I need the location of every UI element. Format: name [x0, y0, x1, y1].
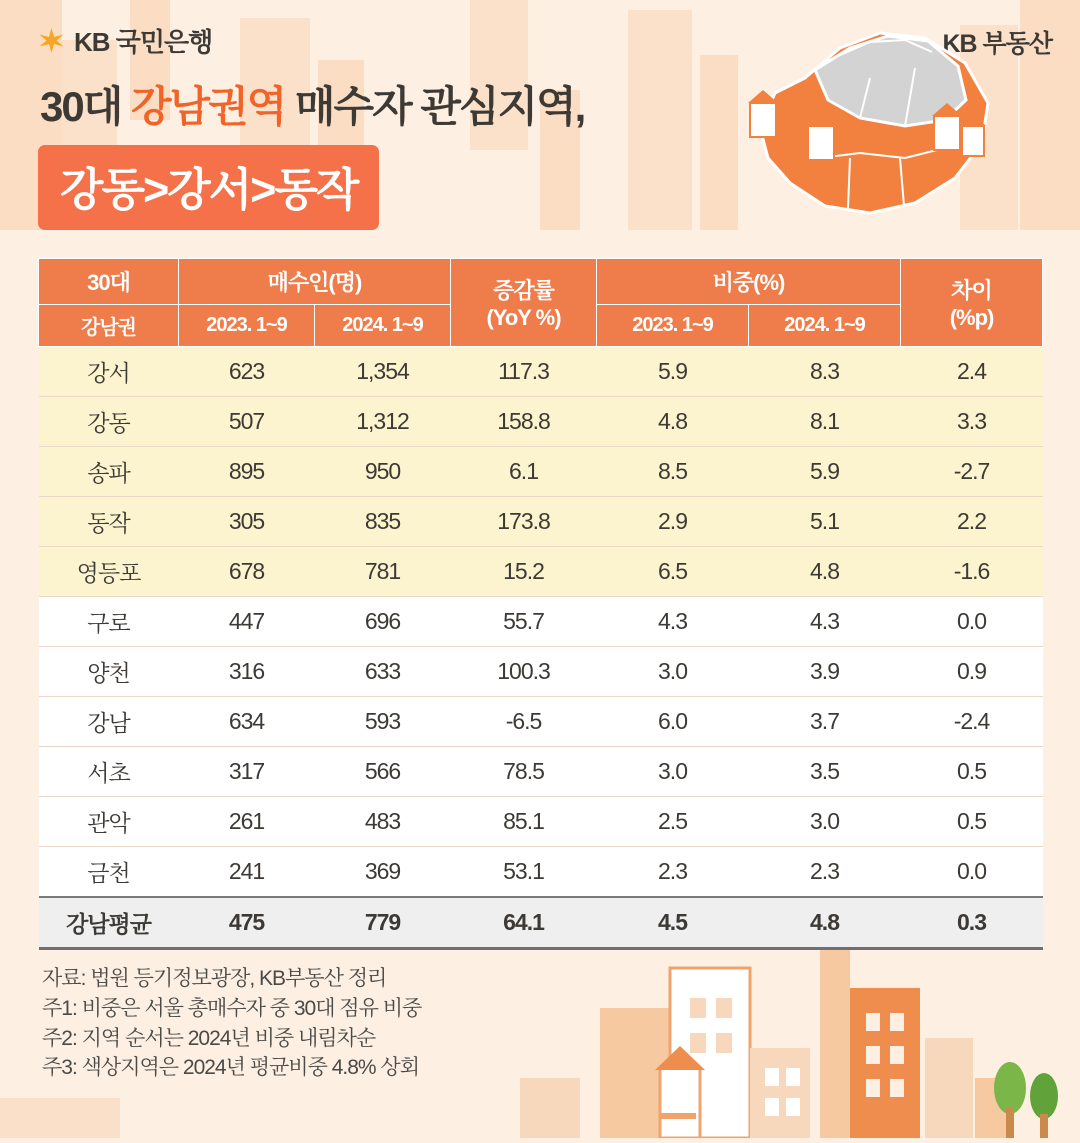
- table-row: [39, 547, 1043, 597]
- cell-yoy: 6.1: [451, 447, 597, 497]
- table-row: [39, 397, 1043, 447]
- table-head: [39, 259, 1043, 347]
- cell-buyers_2024: 781: [315, 547, 451, 597]
- th-share-2023: 2023. 1~9: [597, 305, 749, 347]
- cell-yoy: 78.5: [451, 747, 597, 797]
- cell-yoy: -6.5: [451, 697, 597, 747]
- title-highlight: 강남권역: [130, 83, 286, 130]
- cell-average-buyers_2024: 779: [315, 897, 451, 949]
- title-pre: 30대: [40, 83, 131, 130]
- table-row: [39, 697, 1043, 747]
- cell-diff: -2.4: [901, 697, 1043, 747]
- cell-buyers_2023: 895: [179, 447, 315, 497]
- th-group-buyers: 매수인(명): [179, 259, 451, 305]
- header: [0, 0, 1080, 258]
- table-row: [39, 847, 1043, 898]
- cell-share_2023: 5.9: [597, 347, 749, 397]
- cell-buyers_2024: 835: [315, 497, 451, 547]
- table-row: [39, 647, 1043, 697]
- seoul-map-icon: [720, 8, 1020, 248]
- cell-buyers_2024: 1,354: [315, 347, 451, 397]
- cell-buyers_2024: 633: [315, 647, 451, 697]
- cell-yoy: 15.2: [451, 547, 597, 597]
- cell-share_2023: 2.9: [597, 497, 749, 547]
- cell-share_2023: 6.0: [597, 697, 749, 747]
- cell-buyers_2023: 241: [179, 847, 315, 898]
- buyers-table: [38, 258, 1043, 950]
- cell-diff: 0.0: [901, 847, 1043, 898]
- cell-region: 강동: [39, 397, 179, 447]
- cell-share_2024: 3.5: [749, 747, 901, 797]
- cell-buyers_2024: 483: [315, 797, 451, 847]
- th-share-2024: 2024. 1~9: [749, 305, 901, 347]
- table-body: [39, 347, 1043, 949]
- cell-diff: 0.5: [901, 797, 1043, 847]
- cell-region: 금천: [39, 847, 179, 898]
- cell-region: 강서: [39, 347, 179, 397]
- cell-buyers_2023: 623: [179, 347, 315, 397]
- cell-buyers_2024: 593: [315, 697, 451, 747]
- cell-diff: -2.7: [901, 447, 1043, 497]
- cell-buyers_2023: 316: [179, 647, 315, 697]
- cell-yoy: 117.3: [451, 347, 597, 397]
- kb-star-icon: [38, 27, 65, 54]
- cell-region: 서초: [39, 747, 179, 797]
- table-row: [39, 597, 1043, 647]
- cell-share_2024: 3.9: [749, 647, 901, 697]
- th-buyers-2024: 2024. 1~9: [315, 305, 451, 347]
- cell-diff: 0.5: [901, 747, 1043, 797]
- cell-diff: 3.3: [901, 397, 1043, 447]
- cell-buyers_2024: 369: [315, 847, 451, 898]
- cell-average-buyers_2023: 475: [179, 897, 315, 949]
- cell-region: 구로: [39, 597, 179, 647]
- cell-yoy: 53.1: [451, 847, 597, 898]
- cell-diff: -1.6: [901, 547, 1043, 597]
- cell-buyers_2023: 634: [179, 697, 315, 747]
- table-row-average: [39, 897, 1043, 949]
- cell-region: 영등포: [39, 547, 179, 597]
- table-row: [39, 747, 1043, 797]
- cell-diff: 2.2: [901, 497, 1043, 547]
- cell-share_2024: 2.3: [749, 847, 901, 898]
- table-row: [39, 497, 1043, 547]
- cell-yoy: 85.1: [451, 797, 597, 847]
- th-yoy-line2: (YoY %): [486, 305, 561, 330]
- cell-region: 동작: [39, 497, 179, 547]
- cell-share_2024: 8.3: [749, 347, 901, 397]
- table-row: [39, 797, 1043, 847]
- cell-region: 강남: [39, 697, 179, 747]
- page-title-badge: 강동>강서>동작: [38, 145, 379, 230]
- cell-average-diff: 0.3: [901, 897, 1043, 949]
- cell-average-yoy: 64.1: [451, 897, 597, 949]
- table-row: [39, 447, 1043, 497]
- cell-buyers_2023: 261: [179, 797, 315, 847]
- cell-share_2023: 4.3: [597, 597, 749, 647]
- cell-buyers_2023: 678: [179, 547, 315, 597]
- note-2: 주2: 지역 순서는 2024년 비중 내림차순: [42, 1026, 376, 1050]
- note-source: 자료: 법원 등기정보광장, KB부동산 정리: [42, 967, 387, 990]
- cell-yoy: 55.7: [451, 597, 597, 647]
- cell-buyers_2024: 1,312: [315, 397, 451, 447]
- cell-share_2023: 2.5: [597, 797, 749, 847]
- cell-share_2024: 5.1: [749, 497, 901, 547]
- cell-yoy: 173.8: [451, 497, 597, 547]
- cell-share_2023: 3.0: [597, 647, 749, 697]
- cell-share_2024: 8.1: [749, 397, 901, 447]
- table-row: [39, 347, 1043, 397]
- cell-buyers_2024: 696: [315, 597, 451, 647]
- cell-region: 송파: [39, 447, 179, 497]
- cell-share_2023: 8.5: [597, 447, 749, 497]
- cell-share_2023: 2.3: [597, 847, 749, 898]
- th-diff-line1: 차이: [951, 278, 992, 303]
- cell-share_2024: 3.0: [749, 797, 901, 847]
- kb-brand-label: 부동산: [982, 30, 1052, 58]
- cell-share_2024: 4.8: [749, 547, 901, 597]
- cell-share_2024: 5.9: [749, 447, 901, 497]
- data-table-wrapper: [38, 258, 1042, 950]
- cell-diff: 0.9: [901, 647, 1043, 697]
- page-title-line1: [40, 74, 584, 134]
- cell-average-share_2023: 4.5: [597, 897, 749, 949]
- cell-yoy: 100.3: [451, 647, 597, 697]
- cell-share_2024: 4.3: [749, 597, 901, 647]
- cell-diff: 0.0: [901, 597, 1043, 647]
- cell-share_2023: 3.0: [597, 747, 749, 797]
- kb-logo-label: KB 국민은행: [74, 27, 213, 57]
- notes-block: [42, 964, 1080, 1083]
- cell-buyers_2023: 317: [179, 747, 315, 797]
- th-group-region: 30대: [39, 259, 179, 305]
- th-group-diff: [901, 259, 1043, 347]
- cell-diff: 2.4: [901, 347, 1043, 397]
- th-region-sub: 강남권: [39, 305, 179, 347]
- cell-buyers_2023: 507: [179, 397, 315, 447]
- cell-average-share_2024: 4.8: [749, 897, 901, 949]
- note-3: 주3: 색상지역은 2024년 평균비중 4.8% 상회: [42, 1056, 419, 1080]
- cell-buyers_2024: 566: [315, 747, 451, 797]
- cell-region: 양천: [39, 647, 179, 697]
- title-post: 매수자 관심지역,: [285, 83, 585, 130]
- cell-buyers_2023: 305: [179, 497, 315, 547]
- th-group-yoy: [451, 259, 597, 347]
- th-yoy-line1: 증감률: [493, 278, 554, 303]
- th-group-share: 비중(%): [597, 259, 901, 305]
- kb-brand-kb: KB: [942, 30, 977, 58]
- cell-buyers_2023: 447: [179, 597, 315, 647]
- note-1: 주1: 비중은 서울 총매수자 중 30대 점유 비중: [42, 996, 422, 1020]
- kb-logo: [38, 22, 212, 59]
- cell-share_2024: 3.7: [749, 697, 901, 747]
- cell-buyers_2024: 950: [315, 447, 451, 497]
- cell-share_2023: 6.5: [597, 547, 749, 597]
- cell-yoy: 158.8: [451, 397, 597, 447]
- cell-region: 관악: [39, 797, 179, 847]
- cell-share_2023: 4.8: [597, 397, 749, 447]
- th-buyers-2023: 2023. 1~9: [179, 305, 315, 347]
- th-diff-line2: (%p): [949, 305, 994, 330]
- cell-region-average: 강남평균: [39, 897, 179, 949]
